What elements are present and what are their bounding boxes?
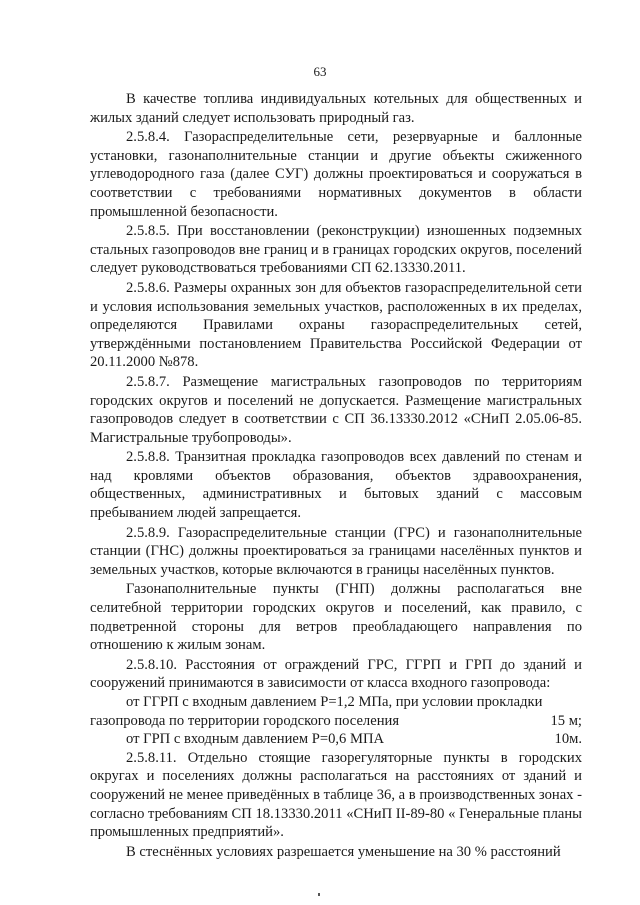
paragraph-2-5-8-4: 2.5.8.4. Газораспределительные сети, резервуарные и баллонные установки, газонаполнительные станции и другие объекты сжиженного углеводородного газа (далее СУГ) должны проектироваться и сооружаться в соответствии с требованиями нормативных документов в области промышленной безопасности.: [90, 129, 582, 220]
page-number: 63: [313, 64, 327, 79]
distance-ggrp-line1: от ГГРП с входным давлением Р=1,2 МПа, при условии прокладки: [126, 694, 543, 710]
distance-ggrp-line2: [90, 712, 582, 731]
paragraph-2-5-8-6: 2.5.8.6. Размеры охранных зон для объектов газораспределительной сети и условия использования земельных участков, расположенных в их пределах, определяются Правилами охраны газораспределительных сетей, утверждёнными постановлением Правительства Российской Федерации от 20.11.2000 №878.: [90, 279, 582, 371]
document-body: [90, 90, 582, 861]
distance-grp-value: 10м.: [554, 731, 582, 748]
paragraph-2-5-8-11: 2.5.8.11. Отдельно стоящие газорегуляторные пункты в городских округах и поселениях должны располагаться на расстояниях от зданий и сооружений не менее приведённых в таблице 36, а в производственных зонах - согласно требованиям СП 18.13330.2011 «СНиП II-89-80 « Генеральные планы промышленных предприятий».: [90, 749, 582, 841]
paragraph-gnp: Газонаполнительные пункты (ГНП) должны располагаться вне селитебной территории городских округов и поселений, как правило, с подветренной стороны для ветров преобладающего направления по отношению к жилым зонам.: [90, 581, 582, 654]
distance-ggrp-text: газопровода по территории городского поселения: [90, 712, 400, 729]
distance-item-grp: [90, 730, 582, 749]
paragraph-fuel: В качестве топлива индивидуальных котельных для общественных и жилых зданий следует использовать природный газ.: [90, 91, 582, 126]
paragraph-2-5-8-5: 2.5.8.5. При восстановлении (реконструкции) изношенных подземных стальных газопроводов вне границ и в границах городских округов, поселений следует руководствоваться требованиями СП 62.13330.2011.: [90, 223, 582, 277]
distance-grp-text: от ГРП с входным давлением Р=0,6 МПА: [126, 731, 385, 748]
distance-item-ggrp: [90, 693, 582, 730]
distance-ggrp-value: 15 м;: [550, 712, 582, 729]
paragraph-2-5-8-9: 2.5.8.9. Газораспределительные станции (ГРС) и газонаполнительные станции (ГНС) должны проектироваться за границами населённых пунктов и земельных участков, которые включаются в границы населённых пунктов.: [90, 524, 582, 578]
paragraph-2-5-8-8: 2.5.8.8. Транзитная прокладка газопроводов всех давлений по стенам и над кровлями объектов образования, объектов здравоохранения, общественных, административных и бытовых зданий с массовым пребыванием людей запрещается.: [90, 449, 582, 522]
paragraph-2-5-8-10: 2.5.8.10. Расстояния от ограждений ГРС, ГГРП и ГРП до зданий и сооружений принимаются в зависимости от класса входного газопровода:: [90, 656, 582, 692]
paragraph-2-5-8-7: 2.5.8.7. Размещение магистральных газопроводов по территориям городских округов и поселений не допускается. Размещение магистральных газопроводов следует в соответствии с СП 36.13330.2012 «СНиП 2.05.06-85. Магистральные трубопроводы».: [90, 373, 582, 446]
paragraph-constrained: В стеснённых условиях разрешается уменьшение на 30 % расстояний: [126, 843, 561, 860]
scan-speck: [318, 893, 320, 896]
